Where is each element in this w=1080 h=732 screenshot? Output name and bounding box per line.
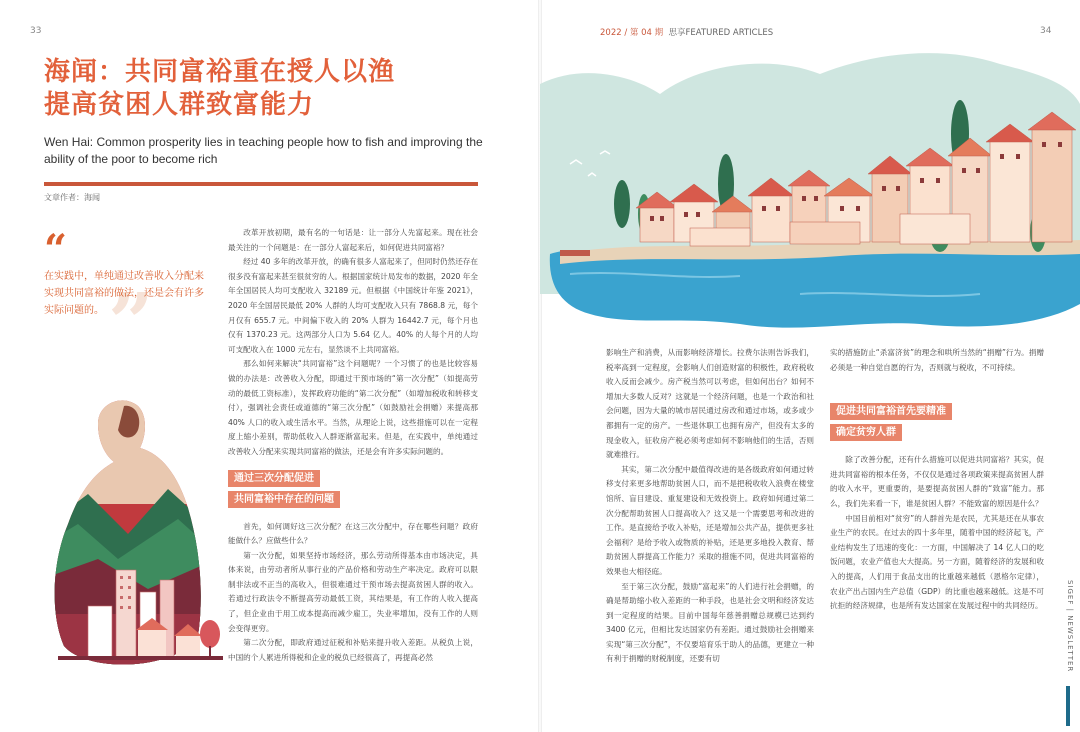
side-accent-bar <box>1066 686 1070 726</box>
paragraph: 实的措施防止“杀富济贫”的理念和哄所当然的“捐赠”行为。捐赠必须是一种自觉自愿的行为，否则就与税收，不可持续。 <box>830 348 1044 372</box>
column-3 <box>830 346 1044 614</box>
article-title <box>44 56 514 122</box>
section-heading-line: 确定贫穷人群 <box>830 424 902 441</box>
paragraph: 其实，第二次分配中最值得改进的是各级政府如何通过转移支付来更多地帮助贫困人口，而不是把税收收入浪费在楼堂馆所、盲目建设、重复建设和无效投资上。政府如何通过第二次分配帮助贫困人口提高收入？这又是一个需要思考和改进的工作。是直接给予收入补贴，还是增加公共产品，提供更多社会福利？是给予收入或物质的补贴，还是更多地投入教育、帮助贫困人群提高工作能力？采取的措施不同，促进共同富裕的效果也大相径庭。 <box>606 464 814 576</box>
section-heading-line: 促进共同富裕首先要精准 <box>830 403 952 420</box>
paragraph: 除了改善分配，还有什么措施可以促进共同富裕？其实，促进共同富裕的根本任务，不仅仅是通过各项政策来提高贫困人群的收入水平，更重要的，是要提高贫困人群的“致富”能力。那么，我们先来看一下，谁是贫困人群？不能致富的原因是什么？ <box>830 455 1044 508</box>
woman-city-illustration <box>28 384 228 684</box>
title-rule <box>44 182 478 186</box>
article-subtitle: Wen Hai: Common prosperity lies in teaching people how to fish and improving the ability of the poor to become rich <box>44 135 483 166</box>
paragraph: 经过 40 多年的改革开放，的确有很多人富起来了，但同时仍然还存在很多没有富起来甚至很贫穷的人。根据国家统计局发布的数据，2020 年全年全国居民人均可支配收入 32189 元。但根据《中国统计年鉴 2021》，2020 年全国居民最低 20% 人群的人均可支配收入只有 7868.8 元，每个月仅有 655.7 元。中间偏下收入的 20% 人群为 16442.7 元，每个月也仅有 1370.23 元。这两部分人口为 5.64 亿人。40% 的人每个月的人均可支配收入在 1000 元左右，显然谈不上共同富裕。 <box>228 257 478 354</box>
section-heading-line: 通过三次分配促进 <box>228 470 320 487</box>
paragraph: 第一次分配，如果坚持市场经济，那么劳动所得基本由市场决定，具体来说，由劳动者所从事行业的产品价格和劳动生产率决定。政府可以限制非法或不正当的高收入，但很难通过干预市场去提高贫困人群的收入。若通过行政法令不断提高劳动最低工资，其结果是，有工作的人收入提高了，但企业由于用工成本提高而减少雇工，失业率增加，没有工作的人则会变得更穷。 <box>228 550 478 633</box>
coastal-town-illustration <box>540 44 1080 334</box>
section-heading-line: 共同富裕中存在的问题 <box>228 491 340 508</box>
header-section: 思享FEATURED ARTICLES <box>668 28 774 38</box>
paragraph: 中国目前相对“贫穷”的人群首先是农民，尤其是还在从事农业生产的农民。在过去的四十多年里，随着中国的经济起飞，产业结构发生了迅速的变化：一方面，中国解决了 14 亿人口的吃饭问题，农业产值也大大提高。另一方面，随着经济的发展和收入的提高，人们用于食品支出的比重越来越低（恩格尔定律），农业产出占国内生产总值（GDP）的比重也越来越低。这是不可抗拒的经济规律，也是所有发达国家在发展过程中的共同经历。 <box>830 513 1044 611</box>
quote-close-icon: ” <box>108 275 155 369</box>
pull-quote: 在实践中，单纯通过改善收入分配来实现共同富裕的做法，还是会有许多实际问题的。 <box>44 271 204 316</box>
quote-open-icon: “ <box>44 226 68 273</box>
paragraph: 影响生产和消费，从而影响经济增长。拉费尔法则告诉我们，税率高到一定程度，会影响人们创造财富的积极性，政府税收收入反而会减少。房产税当然可以考虑，但如何出台？如何不增加大多数人反对？这就是一个经济问题，也是一个政治和社会问题，因为大量的城市居民通过房改和通过市场，或多或少都拥有一定的房产。一些退休职工也拥有房产，但没有太多的现金收入，征收房产税必须考虑如何不影响他们的生活，否则就难推行。 <box>606 348 814 460</box>
paragraph: 首先，如何调好这三次分配？在这三次分配中，存在哪些问题？政府能做什么？应做些什么？ <box>228 521 478 546</box>
paragraph: 改革开放初期，最有名的一句话是：让一部分人先富起来。现在社会最关注的一个问题是：在一部分人富起来后，如何促进共同富裕？ <box>228 228 478 252</box>
column-1 <box>228 226 478 665</box>
page-number-left: 33 <box>30 26 42 36</box>
running-header <box>600 26 773 38</box>
right-page <box>540 0 1080 732</box>
author-line: 文章作者：海闻 <box>44 193 100 202</box>
paragraph: 第二次分配，即政府通过征税和补贴来提升收入差距。从税负上说，中国的个人累进所得税和企业的税负已经很高了，再提高必然 <box>228 638 478 662</box>
title-line-2: 提高贫困人群致富能力 <box>44 90 315 120</box>
newsletter-tag: SIGEF | NEWSLETTER <box>1066 580 1074 673</box>
column-2 <box>606 346 814 667</box>
section-heading-2 <box>830 401 1044 443</box>
title-line-1: 海闻：共同富裕重在授人以渔 <box>44 57 396 87</box>
page-number-right: 34 <box>1040 26 1052 36</box>
paragraph: 至于第三次分配，鼓励“富起来”的人们进行社会捐赠，的确是帮助缩小收入差距的一种手段，也是社会文明和经济发达到一定程度的结果。目前中国每年慈善捐赠总规模已达到约 3400 亿元，但相比发达国家仍有差距。通过鼓励社会捐赠来实现“第三次分配”，不仅要培育乐于助人的品德，更建立一种有利于捐赠的财税制度，还要有切 <box>606 581 814 664</box>
header-issue: 2022 / 第 04 期 <box>600 28 664 38</box>
paragraph: 那么如何来解决“共同富裕”这个问题呢？一个习惯了的也是比较容易做的办法是：改善收入分配，即通过干预市场的“第一次分配”（如提高劳动的最低工资标准），发挥政府功能的“第二次分配”（如增加税收和转移支付），强调社会责任或道德的“第三次分配”（如鼓励社会捐赠）来提高那 40% 人口的收入或生活水平。当然，从理论上说，这些措施可以在一定程度上缩小差别，帮助低收入人群逐渐富起来。但是，在实践中，单纯通过改善收入分配来实现共同富裕的做法，还是会有许多实际问题的。 <box>228 359 478 456</box>
section-heading-1 <box>228 468 478 510</box>
